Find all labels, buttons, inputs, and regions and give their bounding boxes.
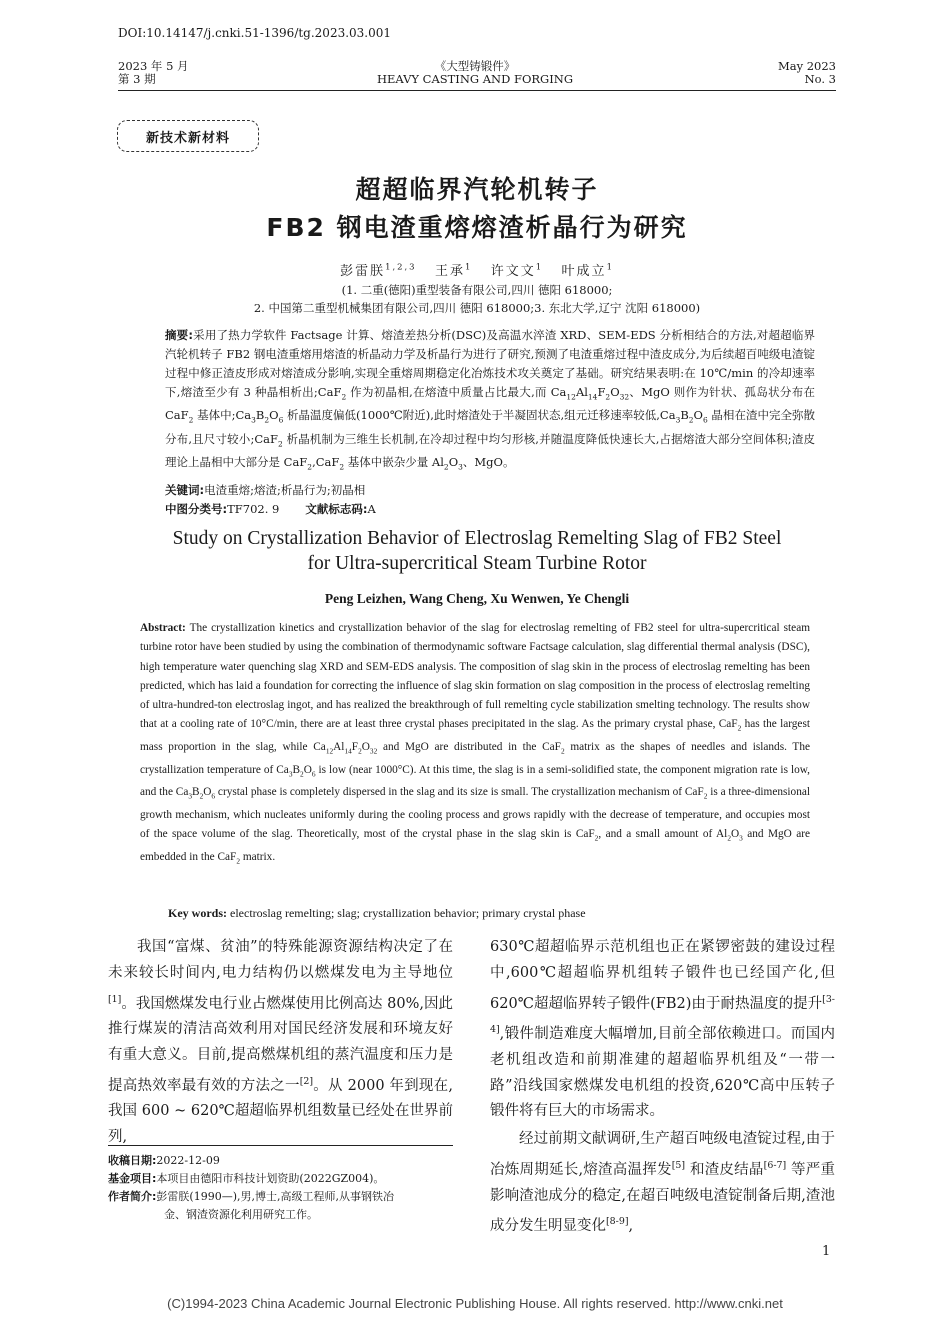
subscript: 2 bbox=[703, 791, 708, 801]
footnote-author bbox=[108, 1188, 458, 1206]
journal-name-cn: 《大型铸锻件》 bbox=[434, 59, 516, 73]
footnote-text: 2022-12-09 bbox=[156, 1154, 220, 1167]
citation: [8-9] bbox=[606, 1216, 629, 1228]
title-en-line2: for Ultra-supercritical Steam Turbine Rotor bbox=[307, 553, 647, 574]
keywords-en-label: Key words: bbox=[168, 906, 227, 920]
author-affil-sup: 1 bbox=[606, 261, 614, 272]
abstract-cn-text: B bbox=[680, 408, 689, 423]
body-text: 我国“富煤、贫油”的特殊能源资源结构决定了在未来较长时间内,电力结构仍以燃煤发电为主导地位 bbox=[108, 939, 453, 981]
abstract-en-label: Abstract: bbox=[140, 622, 186, 634]
page-number: 1 bbox=[822, 1244, 831, 1259]
footnote-label: 作者简介: bbox=[108, 1190, 157, 1203]
header-journal bbox=[300, 60, 650, 86]
subscript: 6 bbox=[311, 768, 316, 778]
copyright-footer: (C)1994-2023 China Academic Journal Electronic Publishing House. All rights reserved. http://www.cnki.net bbox=[167, 1296, 783, 1311]
author-name: 叶成立 bbox=[561, 264, 607, 279]
authors-en: Peng Leizhen, Wang Cheng, Xu Wenwen, Ye Chengli bbox=[324, 591, 630, 606]
body-right-column bbox=[490, 935, 835, 1240]
doc-code-value: A bbox=[367, 502, 376, 516]
keywords-cn-text: 电渣重熔;熔渣;析晶行为;初晶相 bbox=[204, 483, 366, 497]
header-date-line: 2023 年 5 月 bbox=[118, 59, 189, 73]
abstract-cn-text: 晶相在渣中完全弥散分布,且尺寸较小;CaF bbox=[165, 408, 816, 446]
abstract-cn bbox=[165, 326, 815, 476]
subscript: 14 bbox=[587, 392, 598, 402]
affiliation-line1: (1. 二重(德阳)重型装备有限公司,四川 德阳 618000; bbox=[341, 283, 613, 297]
classification bbox=[165, 501, 376, 517]
subscript: 6 bbox=[211, 791, 216, 801]
abstract-en-text: matrix. bbox=[240, 850, 276, 863]
body-paragraph bbox=[490, 935, 835, 1125]
footnote-label: 收稿日期: bbox=[108, 1154, 157, 1167]
authors-cn bbox=[118, 260, 836, 279]
abstract-en-text: F bbox=[351, 741, 359, 754]
subscript: 12 bbox=[566, 392, 576, 402]
abstract-en-text: B bbox=[192, 786, 200, 799]
abstract-en-text: , and a small amount of Al bbox=[598, 827, 728, 840]
subscript: 2 bbox=[277, 438, 283, 448]
author-affil-sup: 1 bbox=[535, 261, 544, 272]
subscript: 2 bbox=[199, 791, 204, 801]
body-text: 。我国燃煤发电行业占燃煤使用比例高达 80%,因此推行煤炭的清洁高效利用对国民经济发展和环境友好有重大意义。目前,提高燃煤机组的蒸汽温度和压力是提高热效率最有效的方法之一 bbox=[108, 995, 453, 1094]
body-text: 630℃超超临界示范机组也正在紧锣密鼓的建设过程中,600℃超超临界机组转子锻件也已经国产化,但 620℃超超临界转子锻件(FB2)由于耐热温度的提升 bbox=[490, 939, 835, 1012]
subscript: 2 bbox=[443, 462, 449, 472]
abstract-cn-text: F bbox=[597, 385, 606, 399]
abstract-en-text: Al bbox=[333, 741, 345, 754]
subscript: 2 bbox=[358, 746, 362, 756]
abstract-cn-text: 基体中;Ca bbox=[193, 408, 252, 423]
header-issue-line: 第 3 期 bbox=[118, 72, 156, 86]
body-text: ,锻件制造难度大幅增加,目前全部依赖进口。而国内老机组改造和前期准建的超超临界机组及“一带一路”沿线国家燃煤发电机组的投资,620℃高中压转子锻件将有巨大的市场需求。 bbox=[490, 1026, 835, 1120]
keywords-cn bbox=[165, 482, 365, 498]
abstract-en-text: crystal phase is completely dispersed in the slag and its size is small. The crystallization mechanism of CaF bbox=[215, 786, 704, 799]
abstract-cn-text: Al bbox=[575, 385, 588, 399]
abstract-en-text: O bbox=[731, 827, 740, 840]
abstract-en-text: and MgO are distributed in the CaF bbox=[377, 741, 561, 754]
body-left-column bbox=[108, 935, 453, 1151]
subscript: 2 bbox=[307, 462, 313, 472]
keywords-cn-label: 关键词: bbox=[165, 483, 205, 497]
abstract-cn-text: 、MgO 则作为针状、孤岛状分布在 CaF bbox=[165, 385, 816, 423]
footnote-received bbox=[108, 1152, 458, 1170]
citation: [3-4] bbox=[490, 993, 835, 1036]
subscript: 2 bbox=[264, 415, 270, 425]
author-name: 彭雷朕 bbox=[340, 264, 386, 279]
subscript: 2 bbox=[236, 855, 240, 865]
abstract-en-text: is low (near 1000°C). At this time, the slag is in a semi-solidified state, the component migration rate is low, and the Ca bbox=[140, 763, 810, 799]
body-text: 经过前期文献调研,生产超百吨级电渣锭过程,由于冶炼周期延长,熔渣高温挥发 bbox=[490, 1131, 835, 1178]
title-cn-line1: 超超临界汽轮机转子 bbox=[355, 175, 599, 204]
body-text: 。从 2000 年到现在,我国 600 ~ 620℃超超临界机组数量已经处在世界前列, bbox=[108, 1077, 453, 1146]
subscript: 3 bbox=[675, 415, 681, 425]
subscript: 2 bbox=[594, 833, 599, 843]
abstract-cn-text: O bbox=[610, 385, 620, 399]
citation: [5] bbox=[671, 1160, 686, 1172]
subscript: 32 bbox=[619, 392, 630, 402]
subscript: 32 bbox=[369, 746, 378, 756]
body-text: 等严重影响渣池成分的稳定,在超百吨级电渣锭制备后期,渣池成分发生明显变化 bbox=[490, 1161, 836, 1235]
subscript: 2 bbox=[300, 768, 304, 778]
body-text: , bbox=[628, 1218, 634, 1235]
abstract-cn-text: ,CaF bbox=[312, 454, 340, 469]
abstract-cn-text: 采用了热力学软件 Factsage 计算、熔渣差热分析(DSC)及高温水淬渣 XRD、SEM-EDS 分析相结合的方法,对超超临界汽轮机转子 FB2 钢电渣重熔用熔渣的析晶动力学及析晶行为进行了研究,预测了电渣重熔过程中渣皮成分,为后续超百吨级电渣锭过程中修正渣皮形成对熔渣成分影响,实现全重熔周期稳定化冶炼技术攻关奠定了基础。研究结果表明:在 10℃/min 的冷却速率下,熔渣至少有 3 种晶相析出;CaF bbox=[165, 328, 815, 399]
abstract-cn-text: 基体中嵌杂少量 Al bbox=[344, 454, 444, 469]
abstract-cn-text: 析晶机制为三维生长机制,在冷却过程中均匀形核,并随温度降低快速长大,占据熔渣大部分空间体积;渣皮理论上晶相中大部分是 CaF bbox=[165, 431, 815, 469]
footnote-text: 彭雷朕(1990—),男,博士,高级工程师,从事钢铁冶 bbox=[156, 1190, 394, 1203]
body-text: 和渣皮结晶 bbox=[685, 1161, 764, 1178]
abstract-cn-text: O bbox=[693, 408, 703, 423]
subscript: 2 bbox=[727, 833, 731, 843]
header-divider bbox=[118, 90, 836, 91]
author-name: 许文文 bbox=[490, 264, 536, 279]
affiliation-line2: 2. 中国第二重型机械集团有限公司,四川 德阳 618000;3. 东北大学,辽宁 沈阳 618000) bbox=[253, 301, 701, 315]
header-date bbox=[118, 60, 189, 86]
subscript: 3 bbox=[739, 833, 743, 843]
subscript: 2 bbox=[737, 723, 742, 733]
footnote-fund bbox=[108, 1170, 458, 1188]
journal-name-en: HEAVY CASTING AND FORGING bbox=[376, 72, 574, 86]
abstract-en-text: has the largest mass proportion in the slag, while Ca bbox=[140, 718, 810, 754]
abstract-cn-text: O bbox=[269, 408, 279, 423]
abstract-en-text: O bbox=[303, 763, 312, 776]
abstract-en-text: matrix as the shapes of needles and islands. The crystallization temperature of Ca bbox=[140, 741, 810, 776]
abstract-en-text: and MgO are embedded in the CaF bbox=[140, 827, 810, 863]
abstract-cn-text: 作为初晶相,在熔渣中质量占比最大,而 Ca bbox=[346, 385, 567, 399]
abstract-cn-text: 、MgO。 bbox=[462, 454, 515, 469]
clc-label: 中图分类号: bbox=[165, 502, 228, 516]
author-affil-sup: 1 bbox=[464, 261, 473, 272]
abstract-en-text: O bbox=[203, 786, 212, 799]
abstract-en-text: O bbox=[361, 741, 370, 754]
abstract-en-text: The crystallization kinetics and crystallization behavior of the slag for electroslag remelting of FB2 steel for ultra-supercritical steam turbine rotor have been studied by using the combination of thermodynamic software Factsage calculation, slag differential thermal analysis (DSC), high temperature water quenching slag XRD and SEM-EDS analysis. The composition of slag skin in the process of electroslag remelting has been predicted, which has laid a foundation for correcting the influence of slag skin formation on slag composition in the process of electroslag remelting of ultra-hundred-ton electroslag ingot, and has realized the breakthrough of full remelting cycle stabilization smelting technology. The results show that at a cooling rate of 10°C/min, there are at least three crystal phases precipitated in the slag. As the primary crystal phase, CaF bbox=[140, 622, 810, 731]
subscript: 6 bbox=[702, 415, 708, 425]
keywords-en-text: electroslag remelting; slag; crystallization behavior; primary crystal phase bbox=[227, 906, 586, 920]
subscript: 2 bbox=[688, 415, 694, 425]
citation: [2] bbox=[299, 1075, 314, 1087]
citation: [1] bbox=[108, 993, 122, 1005]
author-affil-sup: 1,2,3 bbox=[385, 261, 417, 272]
subscript: 6 bbox=[278, 415, 284, 425]
doc-code-label: 文献标志码: bbox=[305, 502, 368, 516]
subscript: 2 bbox=[188, 415, 194, 425]
header-number-en: No. 3 bbox=[804, 72, 836, 86]
subscript: 2 bbox=[341, 392, 347, 402]
citation: [6-7] bbox=[763, 1160, 787, 1172]
body-paragraph bbox=[490, 1127, 835, 1240]
subscript: 12 bbox=[325, 746, 334, 756]
subscript: 3 bbox=[288, 768, 293, 778]
clc-value: TF702. 9 bbox=[227, 502, 280, 516]
subscript: 2 bbox=[339, 462, 345, 472]
abstract-en-text: B bbox=[292, 763, 301, 776]
footnote-divider bbox=[108, 1145, 453, 1146]
subscript: 3 bbox=[188, 791, 193, 801]
author-name: 王承 bbox=[434, 264, 465, 279]
subscript: 14 bbox=[344, 746, 352, 756]
footnote-text: 本项目由德阳市科技计划资助(2022GZ004)。 bbox=[156, 1172, 385, 1185]
header-month-en: May 2023 bbox=[777, 59, 836, 73]
abstract-en bbox=[140, 619, 810, 870]
abstract-en-text: is a three-dimensional growth mechanism, which nucleates uniformly during the cooling process and grows rapidly with the decrease of temperature, and occupies most of the space volume of the slag. Theoretically, most of the crystal phase in the slag skin is CaF bbox=[140, 786, 810, 840]
footnote-label: 基金项目: bbox=[108, 1172, 157, 1185]
abstract-cn-text: 析晶温度偏低(1000℃附近),此时熔渣处于半凝固状态,组元迁移速率较低,Ca bbox=[283, 408, 676, 423]
footnote-author-cont: 金、钢渣资源化利用研究工作。 bbox=[164, 1208, 318, 1221]
subscript: 3 bbox=[458, 462, 463, 472]
abstract-cn-label: 摘要: bbox=[165, 328, 193, 342]
doi: DOI:10.14147/j.cnki.51-1396/tg.2023.03.001 bbox=[118, 26, 392, 40]
section-tag: 新技术新材料 bbox=[117, 120, 259, 152]
subscript: 2 bbox=[560, 746, 565, 756]
subscript: 2 bbox=[605, 392, 611, 402]
subscript: 3 bbox=[251, 415, 256, 425]
abstract-cn-text: O bbox=[448, 454, 459, 469]
header-date-en bbox=[700, 60, 836, 86]
abstract-cn-text: B bbox=[255, 408, 265, 423]
title-cn-line2: FB2 钢电渣重熔熔渣析晶行为研究 bbox=[266, 213, 688, 242]
title-en-line1: Study on Crystallization Behavior of Electroslag Remelting Slag of FB2 Steel bbox=[172, 528, 782, 549]
keywords-en bbox=[168, 906, 586, 921]
